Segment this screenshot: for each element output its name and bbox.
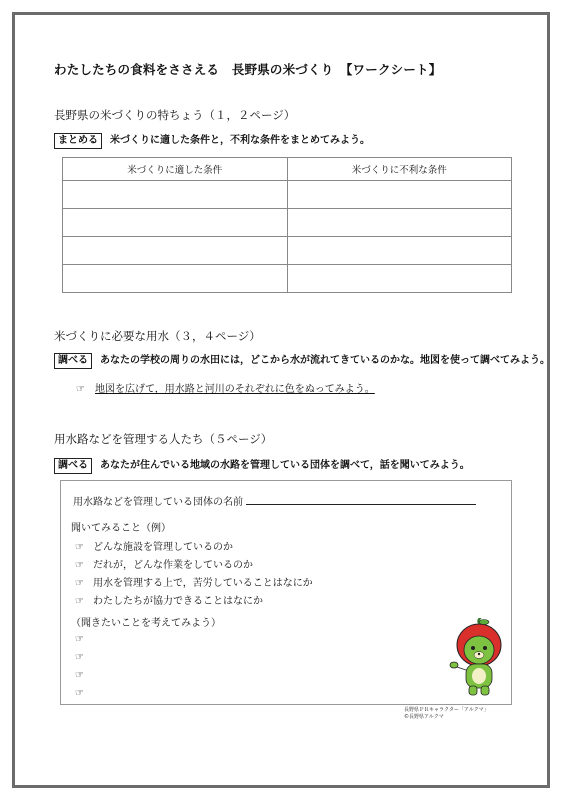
pointing-hand-icon: ☞ (75, 542, 84, 553)
section2-heading: 米づくりに必要な用水（３，４ページ） (54, 329, 261, 343)
section2-task (54, 351, 550, 369)
summarize-tag: まとめる (54, 133, 102, 149)
pointing-hand-icon: ☞ (75, 652, 84, 663)
own-question-slot[interactable] (75, 670, 93, 681)
investigate-tag: 調べる (54, 458, 92, 474)
table-cell[interactable] (63, 237, 288, 265)
section2-instruction: あなたの学校の周りの水田には，どこから水が流れてきているのかな。地図を使って調べてみよう。 (100, 355, 550, 366)
section1-task (54, 131, 370, 149)
mascot-credit: 長野県ＰＲキャラクター「アルクマ」 ©長野県アルクマ (404, 707, 489, 720)
section1-instruction: 米づくりに適した条件と，不利な条件をまとめてみよう。 (110, 135, 370, 146)
org-name-label: 用水路などを管理している団体の名前 (73, 497, 243, 508)
investigate-tag: 調べる (54, 353, 92, 369)
table-cell[interactable] (63, 181, 288, 209)
conditions-table (62, 157, 512, 293)
table-cell[interactable] (287, 209, 512, 237)
table-cell[interactable] (63, 209, 288, 237)
map-hint: 地図を広げて，用水路と河川のそれぞれに色をぬってみよう。 (94, 384, 375, 395)
question-item: ☞ わたしたちが協力できることはなにか (75, 596, 263, 607)
section3-heading: 用水路などを管理する人たち（５ページ） (54, 432, 273, 446)
table-cell[interactable] (63, 265, 288, 293)
own-question-slot[interactable] (75, 634, 93, 645)
table-cell[interactable] (287, 237, 512, 265)
pointing-hand-icon: ☞ (75, 596, 84, 607)
section3-task (54, 456, 470, 474)
question-item: ☞ だれが，どんな作業をしているのか (75, 560, 253, 571)
own-question-slot[interactable] (75, 688, 93, 699)
pointing-hand-icon: ☞ (75, 670, 84, 681)
pointing-hand-icon: ☞ (76, 384, 85, 395)
question-item: ☞ どんな施設を管理しているのか (75, 542, 233, 553)
pointing-hand-icon: ☞ (75, 560, 84, 571)
table-cell[interactable] (287, 181, 512, 209)
col-bad-header: 米づくりに不利な条件 (287, 158, 512, 181)
hint-row (76, 380, 375, 395)
table-cell[interactable] (287, 265, 512, 293)
section3-instruction: あなたが住んでいる地域の水路を管理している団体を調べて，話を聞いてみよう。 (100, 460, 470, 471)
own-questions-heading: （聞きたいことを考えてみよう） (71, 618, 221, 629)
worksheet-title: わたしたちの食料をささえる 長野県の米づくり 【ワークシート】 (54, 62, 442, 77)
section1-heading: 長野県の米づくりの特ちょう（１，２ページ） (54, 108, 296, 122)
pointing-hand-icon: ☞ (75, 634, 84, 645)
questions-heading: 聞いてみること（例） (71, 523, 171, 534)
own-question-slot[interactable] (75, 652, 93, 663)
pointing-hand-icon: ☞ (75, 688, 84, 699)
question-item: ☞ 用水を管理する上で，苦労していることはなにか (75, 578, 313, 589)
arukuma-mascot-icon (448, 618, 510, 700)
pointing-hand-icon: ☞ (75, 578, 84, 589)
interview-box (60, 480, 512, 705)
org-name-blank[interactable] (246, 504, 476, 505)
col-good-header: 米づくりに適した条件 (63, 158, 288, 181)
